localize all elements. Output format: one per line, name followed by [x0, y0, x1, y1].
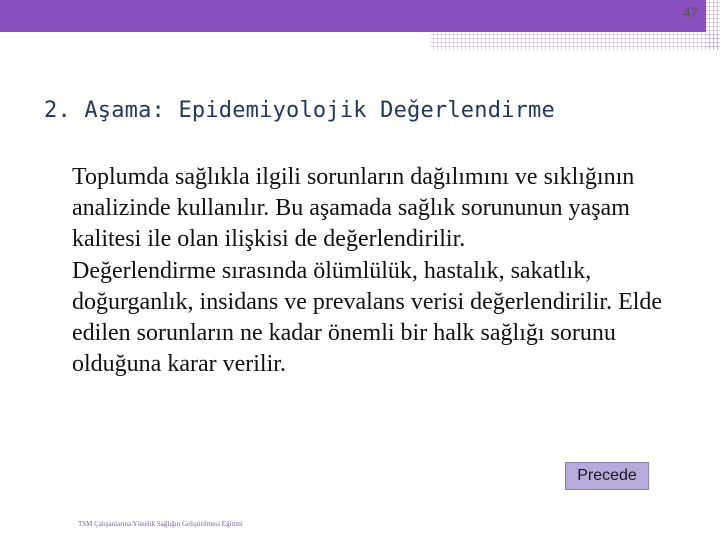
decorative-grid — [430, 32, 720, 50]
footer-text: TSM Çalışanlarına Yönelik Sağlığın Geliştirilmesi Eğitimi — [78, 520, 243, 528]
decorative-grid-right — [706, 0, 720, 50]
header-bar — [0, 0, 706, 32]
slide-title: 2. Aşama: Epidemiyolojik Değerlendirme — [44, 98, 555, 123]
precede-button[interactable]: Precede — [565, 462, 649, 490]
body-paragraph-2: Değerlendirme sırasında ölümlülük, hastalık, sakatlık, doğurganlık, insidans ve prevalans verisi değerlendirilir. Elde edilen sorunların ne kadar önemli bir halk sağlığı sorunu olduğuna karar verilir. — [72, 257, 663, 378]
body-paragraph-1: Toplumda sağlıkla ilgili sorunların dağılımını ve sıklığının analizinde kullanılır. Bu aşamada sağlık sorununun yaşam kalitesi ile olan ilişkisi de değerlendirilir. — [72, 164, 635, 253]
slide-body — [72, 162, 672, 380]
page-number: 47 — [683, 5, 698, 21]
